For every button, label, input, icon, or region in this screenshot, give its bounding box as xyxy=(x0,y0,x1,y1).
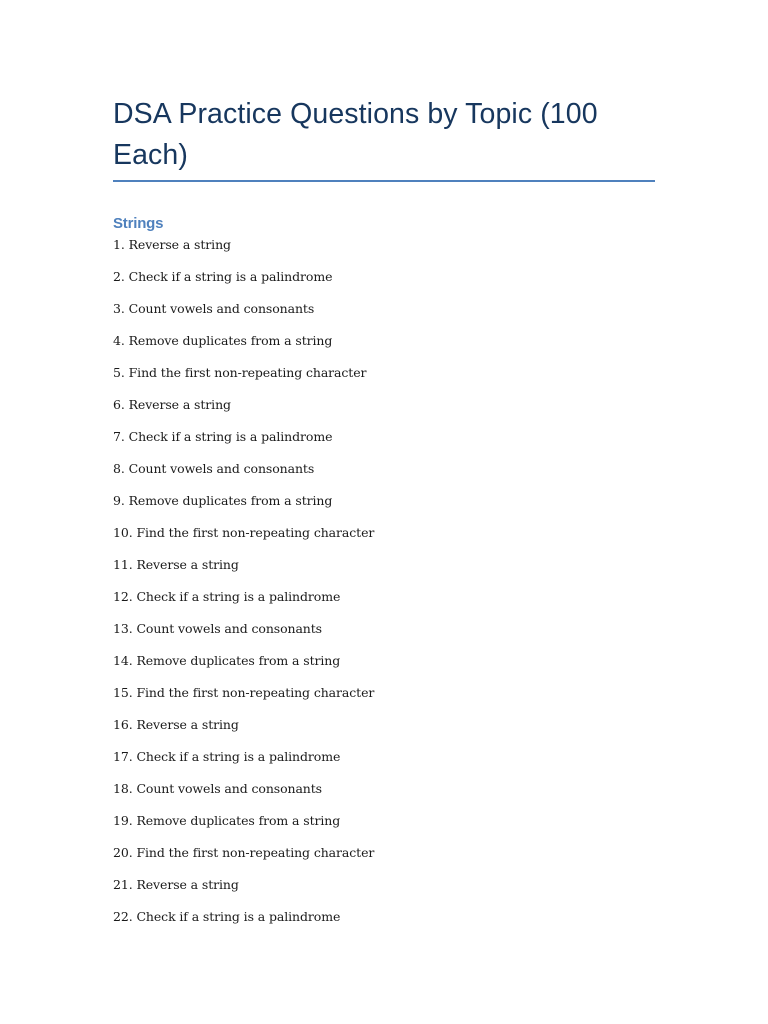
list-item: 3. Count vowels and consonants xyxy=(113,301,315,316)
list-item: 6. Reverse a string xyxy=(113,397,231,412)
list-item: 14. Remove duplicates from a string xyxy=(113,653,341,668)
title-underline xyxy=(113,180,655,182)
list-item: 21. Reverse a string xyxy=(113,877,239,892)
list-item: 10. Find the first non-repeating character xyxy=(113,525,375,540)
list-item: 18. Count vowels and consonants xyxy=(113,781,322,796)
list-item: 19. Remove duplicates from a string xyxy=(113,813,341,828)
list-item: 8. Count vowels and consonants xyxy=(113,461,315,476)
list-item: 15. Find the first non-repeating character xyxy=(113,685,375,700)
section-heading-strings: Strings xyxy=(113,215,164,232)
list-item: 2. Check if a string is a palindrome xyxy=(113,269,333,284)
list-item: 11. Reverse a string xyxy=(113,557,239,572)
document-title: DSA Practice Questions by Topic (100 Each) xyxy=(113,98,598,171)
question-list xyxy=(113,237,655,941)
list-item: 5. Find the first non-repeating character xyxy=(113,365,367,380)
page-content xyxy=(113,94,655,941)
list-item: 20. Find the first non-repeating character xyxy=(113,845,375,860)
list-item: 9. Remove duplicates from a string xyxy=(113,493,333,508)
list-item: 13. Count vowels and consonants xyxy=(113,621,322,636)
list-item: 16. Reverse a string xyxy=(113,717,239,732)
list-item: 1. Reverse a string xyxy=(113,237,231,252)
list-item: 17. Check if a string is a palindrome xyxy=(113,749,341,764)
list-item: 22. Check if a string is a palindrome xyxy=(113,909,341,924)
list-item: 4. Remove duplicates from a string xyxy=(113,333,333,348)
list-item: 12. Check if a string is a palindrome xyxy=(113,589,341,604)
list-item: 7. Check if a string is a palindrome xyxy=(113,429,333,444)
